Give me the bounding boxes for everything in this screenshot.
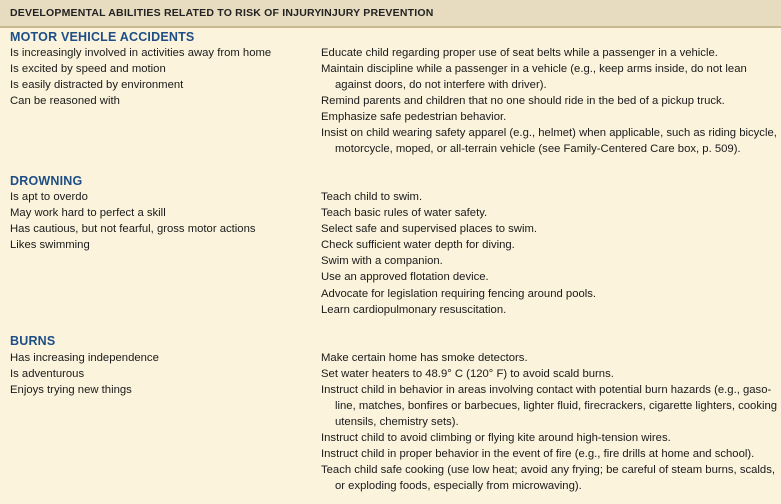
prevention-item: Instruct child in proper behavior in the event of fire (e.g., fire drills at home and school). (321, 448, 755, 460)
prevention-item: Educate child regarding proper use of seat belts while a passenger in a vehicle. (321, 47, 718, 59)
ability-item: Enjoys trying new things (10, 384, 132, 396)
ability-item: May work hard to perfect a skill (10, 207, 166, 219)
prevention-item: Swim with a companion. (321, 255, 443, 267)
prevention-item: Remind parents and children that no one should ride in the bed of a pickup truck. (321, 95, 725, 107)
ability-item: Is adventurous (10, 368, 85, 380)
prevention-item-cont: line, matches, bonfires or barbecues, lighter fluid, firecrackers, cigarette lighters, cooking (335, 400, 778, 412)
ability-item: Can be reasoned with (10, 95, 120, 107)
prevention-item-cont: motorcycle, moped, or all-terrain vehicle (see Family-Centered Care box, p. 509). (335, 143, 741, 155)
ability-item: Is apt to overdo (10, 191, 88, 203)
prevention-item: Teach child to swim. (321, 191, 423, 203)
prevention-item: Use an approved flotation device. (321, 271, 489, 283)
ability-item: Has cautious, but not fearful, gross motor actions (10, 223, 256, 235)
ability-item: Is easily distracted by environment (10, 79, 184, 91)
ability-item: Has increasing independence (10, 352, 159, 364)
prevention-item-cont: against doors, do not interfere with driver). (335, 79, 547, 91)
ability-item: Is increasingly involved in activities away from home (10, 47, 272, 59)
section-title: BURNS (10, 334, 56, 348)
table-header (0, 0, 781, 28)
prevention-item: Check sufficient water depth for diving. (321, 239, 515, 251)
prevention-item: Advocate for legislation requiring fencing around pools. (321, 288, 597, 300)
section-title: DROWNING (10, 174, 83, 188)
prevention-item: Make certain home has smoke detectors. (321, 352, 528, 364)
prevention-item: Teach basic rules of water safety. (321, 207, 488, 219)
prevention-item: Maintain discipline while a passenger in a vehicle (e.g., keep arms inside, do not lean (321, 63, 747, 75)
prevention-item: Select safe and supervised places to swim. (321, 223, 538, 235)
section-title: MOTOR VEHICLE ACCIDENTS (10, 30, 195, 44)
prevention-item: Teach child safe cooking (use low heat; avoid any frying; be careful of steam burns, scalds, (321, 464, 775, 476)
prevention-item: Instruct child to avoid climbing or flying kite around high-tension wires. (321, 432, 671, 444)
header-prevention: INJURY PREVENTION (321, 7, 434, 19)
ability-item: Is excited by speed and motion (10, 63, 166, 75)
prevention-item: Instruct child in behavior in areas involving contact with potential burn hazards (e.g., gaso- (321, 384, 772, 396)
prevention-item: Insist on child wearing safety apparel (e.g., helmet) when applicable, such as riding bicycle, (321, 127, 777, 139)
prevention-item: Learn cardiopulmonary resuscitation. (321, 304, 507, 316)
prevention-item-cont: or exploding foods, especially from microwaving). (335, 480, 582, 492)
prevention-item: Set water heaters to 48.9° C (120° F) to avoid scald burns. (321, 368, 614, 380)
prevention-item-cont: utensils, chemistry sets). (335, 416, 459, 428)
prevention-item: Emphasize safe pedestrian behavior. (321, 111, 507, 123)
header-abilities: DEVELOPMENTAL ABILITIES RELATED TO RISK OF INJURY (10, 7, 322, 19)
ability-item: Likes swimming (10, 239, 90, 251)
